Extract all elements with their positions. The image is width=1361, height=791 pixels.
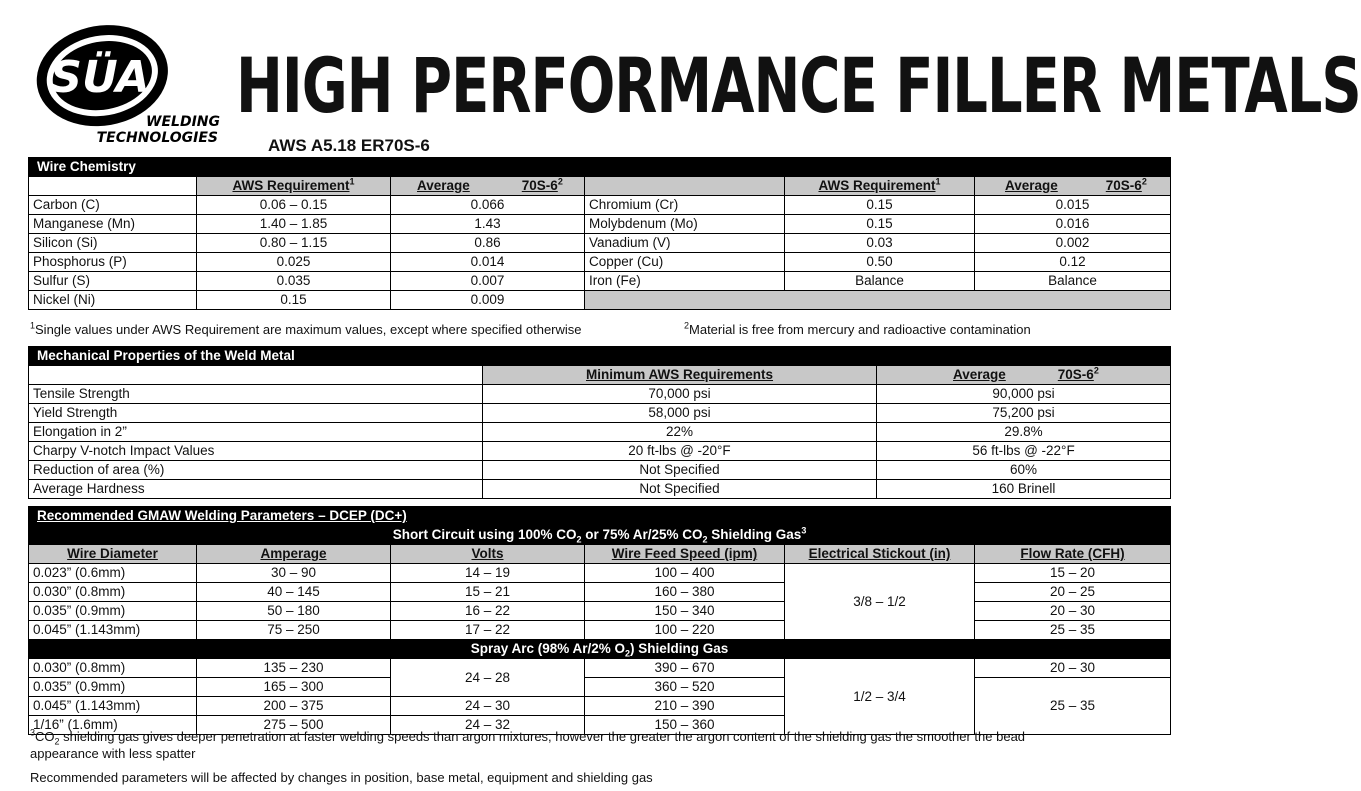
amperage: 50 – 180 — [197, 602, 391, 621]
stickout: 1/2 – 3/4 — [785, 659, 975, 735]
property-name: Reduction of area (%) — [29, 461, 483, 480]
wire-feed-speed: 390 – 670 — [585, 659, 785, 678]
average-value: 0.066 — [391, 196, 585, 215]
average-value: 75,200 psi — [877, 404, 1171, 423]
col-aws-requirement: AWS Requirement$^1$ — [785, 177, 975, 196]
element-name: Molybdenum (Mo) — [585, 215, 785, 234]
aws-requirement-value: 0.50 — [785, 253, 975, 272]
table-row — [29, 404, 1171, 423]
header-empty — [29, 177, 197, 196]
wire-diameter: 0.030” (0.8mm) — [29, 583, 197, 602]
table-row — [29, 564, 1171, 583]
wire-feed-speed: 100 – 400 — [585, 564, 785, 583]
aws-requirement-value: 0.035 — [197, 272, 391, 291]
empty-shaded-cell — [585, 291, 1171, 310]
table-row — [29, 272, 1171, 291]
element-name: Sulfur (S) — [29, 272, 197, 291]
amperage: 135 – 230 — [197, 659, 391, 678]
aws-requirement-value: 0.15 — [197, 291, 391, 310]
aws-requirement-value: 0.025 — [197, 253, 391, 272]
gmaw-header-row — [29, 545, 1171, 564]
aws-requirement-value: 0.80 – 1.15 — [197, 234, 391, 253]
wire-feed-speed: 150 – 340 — [585, 602, 785, 621]
minimum-value: Not Specified — [483, 461, 877, 480]
amperage: 200 – 375 — [197, 697, 391, 716]
volts: 24 – 32 — [391, 716, 585, 735]
header-empty — [29, 366, 483, 385]
minimum-value: 70,000 psi — [483, 385, 877, 404]
volts: 24 – 28 — [391, 659, 585, 697]
flow-rate: 15 – 20 — [975, 564, 1171, 583]
logo-brand-text: SÜA — [50, 52, 150, 103]
element-name: Carbon (C) — [29, 196, 197, 215]
minimum-value: 20 ft-lbs @ -20°F — [483, 442, 877, 461]
wire-chemistry-table — [28, 157, 1171, 310]
col-average-70s6: Average $70S-6^2$ — [877, 366, 1171, 385]
table-row — [29, 215, 1171, 234]
average-value: 0.86 — [391, 234, 585, 253]
aws-requirement-value: Balance — [785, 272, 975, 291]
property-name: Average Hardness — [29, 480, 483, 499]
element-name: Iron (Fe) — [585, 272, 785, 291]
table-row — [29, 385, 1171, 404]
average-value: 0.016 — [975, 215, 1171, 234]
table-row — [29, 583, 1171, 602]
mechanical-properties-table — [28, 346, 1171, 499]
col-wire-diameter: Wire Diameter — [29, 545, 197, 564]
element-name: Copper (Cu) — [585, 253, 785, 272]
wire-feed-speed: 150 – 360 — [585, 716, 785, 735]
col-average-70s6: Average $70S-6^2$ — [975, 177, 1171, 196]
wire-diameter: 0.045” (1.143mm) — [29, 697, 197, 716]
col-wire-feed-speed: Wire Feed Speed (ipm) — [585, 545, 785, 564]
table-row — [29, 461, 1171, 480]
gmaw-heading: Recommended GMAW Welding Parameters – DCEP (DC+) — [29, 507, 1171, 526]
page-title: HIGH PERFORMANCE FILLER METALS — [236, 43, 1361, 131]
footnote-1: $^1$Single values under AWS Requirement are maximum values, except where specified otherwise — [30, 320, 582, 337]
table-row — [29, 234, 1171, 253]
wire-feed-speed: 360 – 520 — [585, 678, 785, 697]
stickout: 3/8 – 1/2 — [785, 564, 975, 640]
wire-chemistry-heading: Wire Chemistry — [29, 158, 1171, 177]
wire-diameter: 0.030” (0.8mm) — [29, 659, 197, 678]
average-value: Balance — [975, 272, 1171, 291]
col-average-70s6: Average $70S-6^2$ — [391, 177, 585, 196]
volts: 15 – 21 — [391, 583, 585, 602]
col-electrical-stickout: Electrical Stickout (in) — [785, 545, 975, 564]
aws-requirement-value: 1.40 – 1.85 — [197, 215, 391, 234]
flow-rate: 25 – 35 — [975, 678, 1171, 735]
logo-tagline-welding: WELDING — [146, 114, 220, 130]
amperage: 30 – 90 — [197, 564, 391, 583]
mechanical-header-row — [29, 366, 1171, 385]
average-value: 29.8% — [877, 423, 1171, 442]
average-value: 1.43 — [391, 215, 585, 234]
flow-rate: 25 – 35 — [975, 621, 1171, 640]
table-row — [29, 423, 1171, 442]
sua-logo — [30, 14, 230, 154]
minimum-value: 58,000 psi — [483, 404, 877, 423]
logo-tagline-technologies: TECHNOLOGIES — [96, 130, 218, 146]
wire-diameter: 1/16” (1.6mm) — [29, 716, 197, 735]
average-value: 56 ft-lbs @ -22°F — [877, 442, 1171, 461]
page-subtitle: AWS A5.18 ER70S-6 — [268, 136, 430, 155]
table-row — [29, 442, 1171, 461]
wire-diameter: 0.035” (0.9mm) — [29, 678, 197, 697]
property-name: Yield Strength — [29, 404, 483, 423]
col-flow-rate: Flow Rate (CFH) — [975, 545, 1171, 564]
table-row — [29, 253, 1171, 272]
average-value: 0.007 — [391, 272, 585, 291]
footnote-3: $^3CO_2$ shielding gas gives deeper penetration at faster welding speeds than argon mixtures, however the greater the argon content of the shielding gas the smoother the bead appearance with less spatter — [30, 727, 1026, 761]
average-value: 0.015 — [975, 196, 1171, 215]
aws-requirement-value: 0.03 — [785, 234, 975, 253]
wire-diameter: 0.023” (0.6mm) — [29, 564, 197, 583]
table-row — [29, 621, 1171, 640]
average-value: 60% — [877, 461, 1171, 480]
col-amperage: Amperage — [197, 545, 391, 564]
aws-requirement-value: 0.15 — [785, 215, 975, 234]
table-row — [29, 196, 1171, 215]
table-row — [29, 291, 1171, 310]
table-row — [29, 678, 1171, 697]
amperage: 75 – 250 — [197, 621, 391, 640]
table-row — [29, 659, 1171, 678]
average-value: 160 Brinell — [877, 480, 1171, 499]
wire-feed-speed: 210 – 390 — [585, 697, 785, 716]
wire-feed-speed: 100 – 220 — [585, 621, 785, 640]
average-value: 0.014 — [391, 253, 585, 272]
amperage: 275 – 500 — [197, 716, 391, 735]
col-volts: Volts — [391, 545, 585, 564]
average-value: 90,000 psi — [877, 385, 1171, 404]
table-row — [29, 602, 1171, 621]
element-name: Chromium (Cr) — [585, 196, 785, 215]
amperage: 40 – 145 — [197, 583, 391, 602]
element-name: Manganese (Mn) — [29, 215, 197, 234]
short-circuit-heading: Short Circuit using 100% $CO_2$ or 75% Ar/25% $CO_2$ Shielding Gas$^3$ — [29, 526, 1171, 545]
volts: 24 – 30 — [391, 697, 585, 716]
parameters-note: Recommended parameters will be affected by changes in position, base metal, equipment and shielding gas — [30, 770, 653, 785]
minimum-value: 22% — [483, 423, 877, 442]
element-name: Phosphorus (P) — [29, 253, 197, 272]
col-minimum-aws: Minimum AWS Requirements — [483, 366, 877, 385]
property-name: Elongation in 2” — [29, 423, 483, 442]
average-value: 0.002 — [975, 234, 1171, 253]
wire-diameter: 0.035” (0.9mm) — [29, 602, 197, 621]
header-empty — [585, 177, 785, 196]
aws-requirement-value: 0.15 — [785, 196, 975, 215]
average-value: 0.009 — [391, 291, 585, 310]
col-aws-requirement: AWS Requirement$^1$ — [197, 177, 391, 196]
wire-diameter: 0.045” (1.143mm) — [29, 621, 197, 640]
table-row — [29, 480, 1171, 499]
property-name: Tensile Strength — [29, 385, 483, 404]
property-name: Charpy V-notch Impact Values — [29, 442, 483, 461]
element-name: Nickel (Ni) — [29, 291, 197, 310]
volts: 16 – 22 — [391, 602, 585, 621]
aws-requirement-value: 0.06 – 0.15 — [197, 196, 391, 215]
wire-chemistry-header-row — [29, 177, 1171, 196]
wire-feed-speed: 160 – 380 — [585, 583, 785, 602]
gmaw-parameters-table — [28, 506, 1171, 735]
footnote-2: $^2$Material is free from mercury and radioactive contamination — [684, 320, 1031, 337]
flow-rate: 20 – 30 — [975, 659, 1171, 678]
volts: 14 – 19 — [391, 564, 585, 583]
flow-rate: 20 – 30 — [975, 602, 1171, 621]
amperage: 165 – 300 — [197, 678, 391, 697]
mechanical-heading: Mechanical Properties of the Weld Metal — [29, 347, 1171, 366]
element-name: Silicon (Si) — [29, 234, 197, 253]
flow-rate: 20 – 25 — [975, 583, 1171, 602]
element-name: Vanadium (V) — [585, 234, 785, 253]
spray-arc-heading: Spray Arc (98% Ar/2% $O_2$) Shielding Gas — [29, 640, 1171, 659]
minimum-value: Not Specified — [483, 480, 877, 499]
average-value: 0.12 — [975, 253, 1171, 272]
volts: 17 – 22 — [391, 621, 585, 640]
